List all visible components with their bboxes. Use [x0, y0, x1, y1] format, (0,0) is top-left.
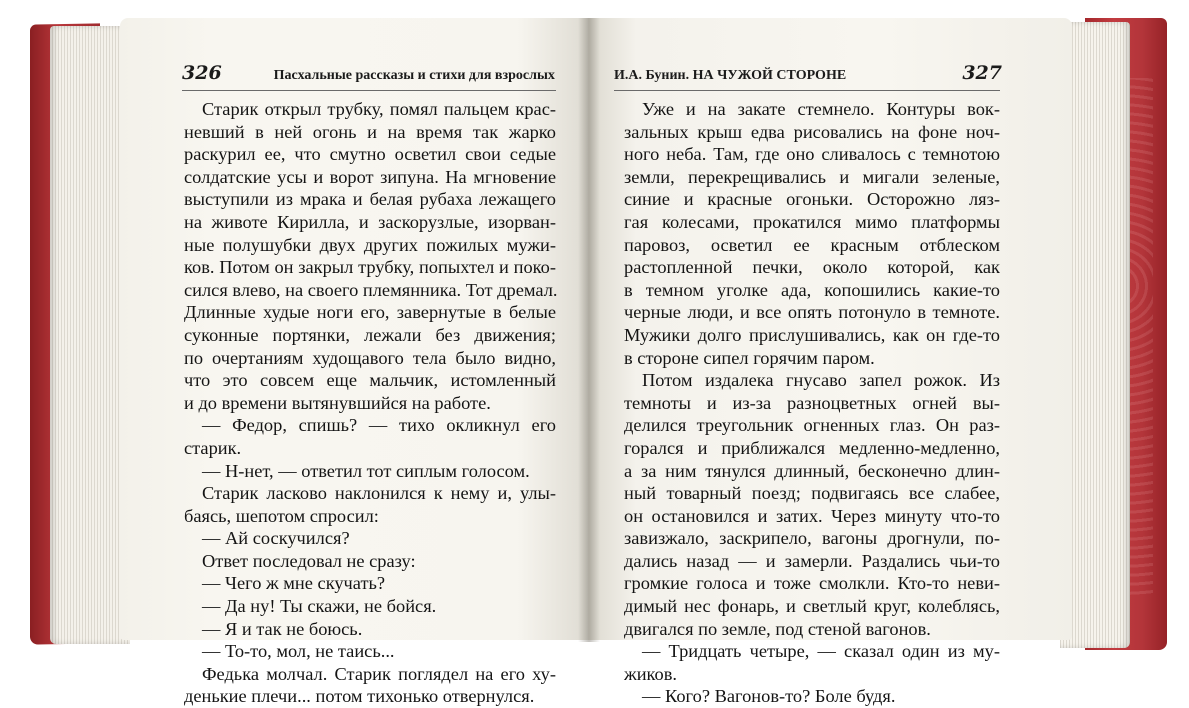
text-line: паровоз, осветил ее красным отблеском: [624, 234, 1000, 255]
text-line: завизжало, заскрипело, вагоны дрогнули, по-: [624, 528, 1000, 549]
left-page: [120, 18, 588, 707]
text-line: Мужики долго прислушивались, как он где-то: [624, 324, 1000, 345]
text-line: — Ай соскучился?: [202, 528, 350, 549]
book-gutter: [578, 18, 600, 642]
text-line: и до времени вытянувшийся на работе.: [184, 392, 491, 413]
text-line: Ответ последовал не сразу:: [202, 550, 416, 571]
page-block-edge-left: [50, 26, 130, 644]
text-line: Федька молчал. Старик поглядел на его ху-: [202, 663, 556, 684]
left-page-body-text: [184, 98, 556, 708]
text-line: а за ним тянулся длинный, бесконечно длин-: [624, 460, 1000, 481]
text-line: двигался по земле, под стеной вагонов.: [624, 618, 931, 639]
text-line: он остановился и затих. Через минуту что-то: [624, 505, 1000, 526]
text-line: делился треугольник огненных глаз. Он раз-: [624, 415, 1000, 436]
text-line: растопленной печки, около которой, как: [624, 257, 1000, 278]
text-line: дались назад — и замерли. Раздались чьи-то: [624, 550, 1000, 571]
text-line: синие и красные огоньки. Осторожно ляз-: [624, 189, 1000, 210]
text-line: — Н-нет, — ответил тот сиплым голосом.: [202, 460, 530, 481]
text-line: гая колесами, прокатился мимо платформы: [624, 211, 1000, 232]
running-head: Пасхальные рассказы и стихи для взрослых: [273, 68, 555, 83]
text-line: Старик ласково наклонился к нему и, улы-: [202, 483, 556, 504]
text-line: по очертаниям худощавого тела было видно,: [184, 347, 556, 368]
text-line: раскурил ее, что смутно осветил свои седые: [184, 144, 556, 165]
text-line: Длинные худые ноги его, завернутые в белые: [184, 302, 556, 323]
text-line: — Федор, спишь? — тихо окликнул его: [202, 415, 556, 436]
header-rule: [614, 90, 1000, 91]
right-page: [588, 18, 1072, 707]
header-rule: [182, 90, 556, 91]
right-page-body-text: [624, 98, 1000, 708]
text-line: земли, перекрещивались и мигали зеленые,: [624, 166, 1000, 187]
text-line: черные люди, и все опять потонуло в темноте.: [624, 302, 1000, 323]
text-line: димый нес фонарь, и светлый круг, колеблясь,: [624, 596, 1000, 617]
text-line: — Чего ж мне скучать?: [202, 573, 386, 594]
text-line: ков. Потом он закрыл трубку, попыхтел и поко-: [184, 257, 556, 278]
text-line: жиков.: [624, 663, 678, 684]
text-line: ные полушубки двух других пожилых мужи-: [184, 234, 556, 255]
text-line: — Да ну! Ты скажи, не бойся.: [202, 596, 437, 617]
page-number: 327: [962, 62, 1002, 84]
text-line: ного неба. Там, где оно сливалось с темнотою: [624, 144, 1000, 165]
text-line: — Тридцать четыре, — сказал один из му-: [642, 641, 1000, 662]
running-head: И.А. Бунин. НА ЧУЖОЙ СТОРОНЕ: [614, 68, 847, 83]
text-line: Уже и на закате стемнело. Контуры вок-: [642, 99, 1000, 119]
text-line: ный товарный поезд; подвигаясь все слабее,: [624, 483, 1000, 504]
text-line: выступили из мрака и белая рубаха лежащего: [184, 189, 556, 210]
text-line: Потом издалека гнусаво запел рожок. Из: [642, 370, 1000, 391]
text-line: денькие плечи... потом тихонько отвернулся.: [184, 686, 535, 707]
page-number: 326: [182, 62, 222, 84]
text-line: что это совсем еще мальчик, истомленный: [184, 370, 556, 391]
text-line: темноты и из-за разноцветных огней вы-: [624, 392, 1000, 413]
text-line: в темном уголке ада, копошились какие-то: [624, 279, 1000, 300]
text-line: — Кого? Вагонов-то? Боле будя.: [642, 686, 896, 707]
text-line: Старик открыл трубку, помял пальцем крас-: [202, 99, 556, 119]
text-line: в стороне сипел горячим паром.: [624, 347, 875, 368]
text-line: громкие голоса и тоже смолкли. Кто-то неви-: [624, 573, 1000, 594]
text-line: горался и приближался медленно-медленно,: [624, 437, 1000, 458]
text-line: — То-то, мол, не таись...: [202, 641, 395, 662]
text-line: невший в ней огонь и на время так жарко: [184, 121, 556, 142]
text-line: — Я и так не боюсь.: [202, 618, 363, 639]
text-line: баясь, шепотом спросил:: [184, 505, 379, 526]
text-line: старик.: [184, 437, 242, 458]
text-line: зальных крыш едва рисовались на фоне ноч-: [624, 121, 1000, 142]
text-line: суконные портянки, лежали без движения;: [184, 324, 556, 345]
text-line: солдатские усы и ворот зипуна. На мгновение: [184, 166, 556, 187]
text-line: на животе Кирилла, и заскорузлые, изорван-: [184, 211, 556, 232]
text-line: сился влево, на своего племянника. Тот дремал.: [184, 279, 558, 300]
